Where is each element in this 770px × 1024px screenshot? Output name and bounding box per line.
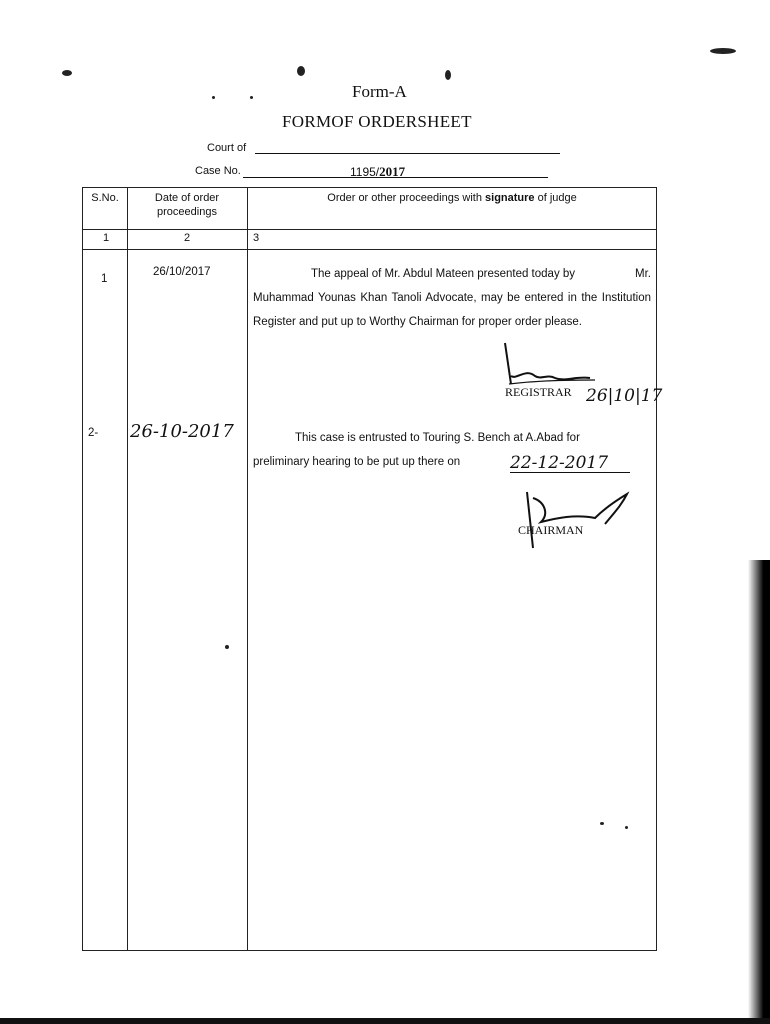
row-1-order-text <box>253 262 651 334</box>
header-order: Order or other proceedings with signature of judge <box>327 192 577 204</box>
court-of-label: Court of <box>207 142 247 154</box>
scan-speck <box>297 66 305 76</box>
row-1-sno: 1 <box>101 273 108 285</box>
scan-speck <box>212 96 215 99</box>
column-number-1: 1 <box>103 232 110 244</box>
row-2-handwritten-date: 26-10-2017 <box>130 421 234 442</box>
header-divider <box>83 229 656 230</box>
column-divider <box>247 188 248 950</box>
case-no-label: Case No. <box>195 165 241 177</box>
scan-edge-shadow <box>748 560 770 1024</box>
scan-speck <box>225 645 229 649</box>
column-divider <box>127 188 128 950</box>
column-number-3: 3 <box>253 232 260 244</box>
hearing-date-underline <box>510 472 630 473</box>
column-number-2: 2 <box>184 232 191 244</box>
row-2-text-line2: preliminary hearing to be put up there on <box>253 456 461 468</box>
row-2-text-line1: This case is entrusted to Touring S. Bench at A.Abad for <box>295 432 580 444</box>
row-1-date: 26/10/2017 <box>153 266 211 278</box>
scan-speck <box>250 96 253 99</box>
row-1-text-line1: The appeal of Mr. Abdul Mateen presented today by <box>311 268 576 280</box>
scan-speck <box>710 48 736 54</box>
row-1-text-rest: Mr. Muhammad Younas Khan Tanoli Advocate, may be entered in the Institution Register and put up to Worthy Chairman for proper order please. <box>253 268 651 328</box>
scan-speck <box>62 70 72 76</box>
scan-speck <box>600 822 604 825</box>
chairman-label: CHAIRMAN <box>518 523 584 537</box>
form-label: Form-A <box>352 82 407 101</box>
scan-edge-bottom <box>0 1018 770 1024</box>
page-title: FORMOF ORDERSHEET <box>282 112 472 131</box>
registrar-label: REGISTRAR <box>505 385 572 399</box>
case-number: 1195/2017 <box>350 164 406 179</box>
number-row-divider <box>83 249 656 250</box>
header-sno: S.No. <box>91 192 119 204</box>
hearing-date-handwritten: 22-12-2017 <box>510 453 609 473</box>
scan-speck <box>445 70 451 80</box>
row-2-sno: 2- <box>88 427 99 439</box>
registrar-signature <box>495 340 605 390</box>
scan-speck <box>625 826 628 829</box>
court-of-line <box>255 153 560 154</box>
header-date: Date of order proceedings <box>154 192 220 218</box>
registrar-handwritten-date: 26|10|17 <box>586 386 663 406</box>
